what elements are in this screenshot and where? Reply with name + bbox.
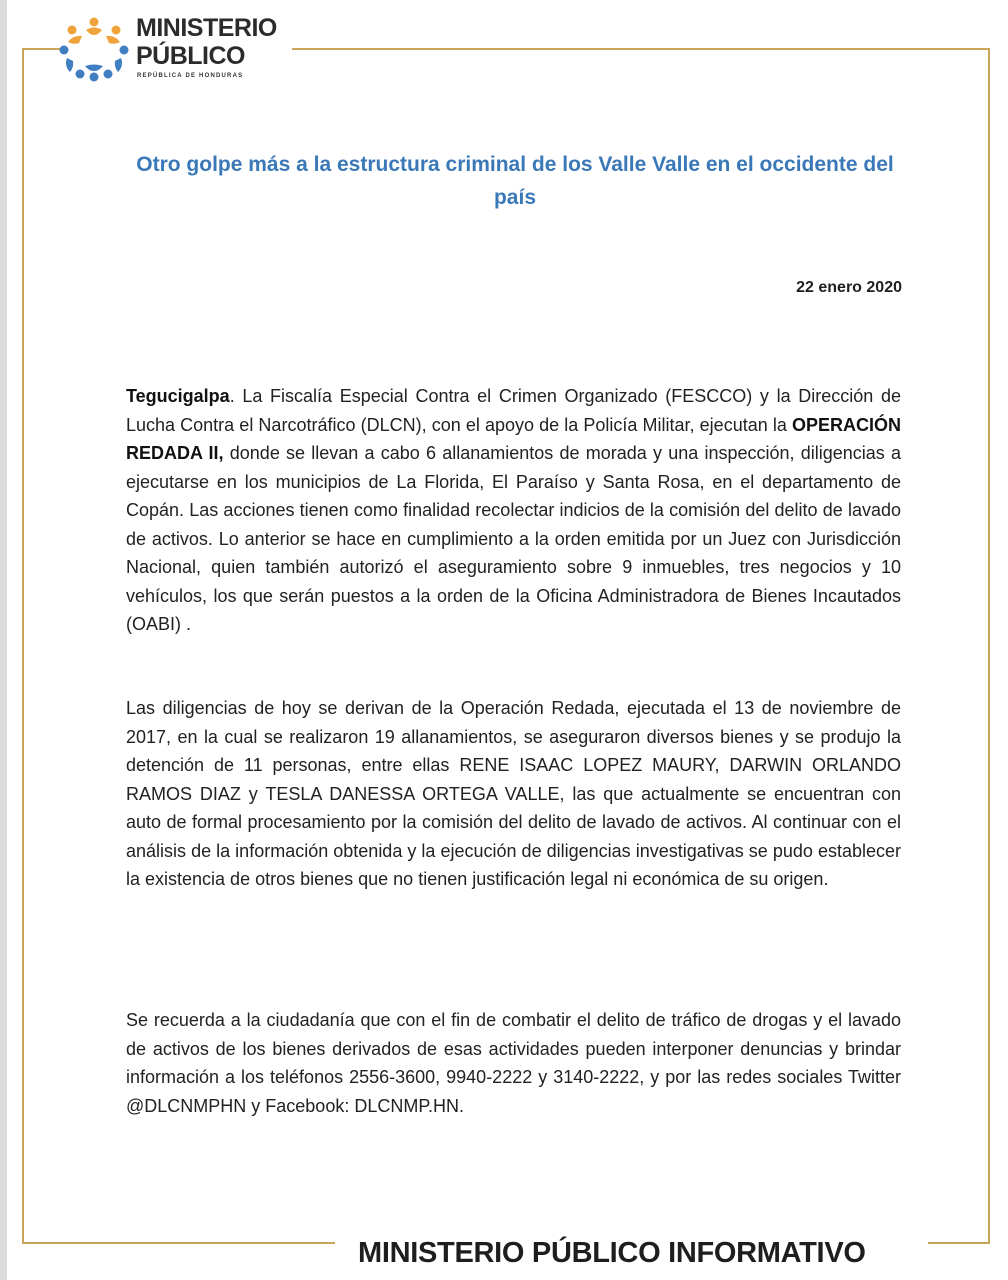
document-title: Otro golpe más a la estructura criminal de los Valle Valle en el occidente del país [136,153,894,209]
paragraph-3: Se recuerda a la ciudadanía que con el fin de combatir el delito de tráfico de drogas y el lavado de activos de los bienes derivados de esas actividades pueden interponer denuncias y brindar información a los teléfonos 2556-3600, 9940-2222 y 3140-2222, y por las redes sociales Twitter @DLCNMPHN y Facebook: DLCNMP.HN. [126,1010,901,1116]
frame-left-line [22,48,24,1243]
logo-subtitle: REPÚBLICA DE HONDURAS [137,73,244,79]
people-circle-logo-icon [58,16,130,82]
operation-name: OPERACIÓN REDADA II, [126,414,901,463]
logo-wordmark-line2: PÚBLICO [136,42,245,70]
document-date: 22 enero 2020 [796,279,902,296]
frame-bottom-left-line [22,1242,335,1244]
paragraph-1-text-b: donde se llevan a cabo 6 allanamientos de morada y una inspección, diligencias a ejecutarse en los municipios de La Florida, El Paraíso y Santa Rosa, en el departamento de Copán. Las acciones tienen como finalidad recolectar indicios de la comisión del delito de lavado de activos. Lo anterior se hace en cumplimiento a la orden emitida por un Juez con Jurisdicción Nacional, quien también autorizó el aseguramiento sobre 9 inmuebles, tres negocios y 10 vehículos, los que serán puestos a la orden de la Oficina Administradora de Bienes Incautados (OABI) . [126,443,901,634]
paragraph-1-text-a: . La Fiscalía Especial Contra el Crimen Organizado (FESCCO) y la Dirección de Lucha Contra el Narcotráfico (DLCN), con el apoyo de la Policía Militar, ejecutan la [126,386,901,435]
dateline-city: Tegucigalpa [126,386,230,406]
page-edge-shadow [0,0,7,1280]
frame-right-line [988,48,990,1243]
paragraph-2: Las diligencias de hoy se derivan de la Operación Redada, ejecutada el 13 de noviembre de 2017, en la cual se realizaron 19 allanamientos, se aseguraron diversos bienes y se produjo la detención de 11 personas, entre ellas RENE ISAAC LOPEZ MAURY, DARWIN ORLANDO RAMOS DIAZ y TESLA DANESSA ORTEGA VALLE, las que actualmente se encuentran con auto de formal procesamiento por la comisión del delito de lavado de activos. Al continuar con el análisis de la información obtenida y la ejecución de diligencias investigativas se pudo establecer la existencia de otros bienes que no tienen justificación legal ni económica de su origen. [126,698,901,889]
frame-top-left-line [22,48,60,50]
frame-bottom-right-line [928,1242,990,1244]
paragraph-1 [126,382,901,639]
frame-top-right-line [292,48,990,50]
footer-title: MINISTERIO PÚBLICO INFORMATIVO [358,1237,866,1269]
logo-wordmark-line1: MINISTERIO [136,14,277,42]
